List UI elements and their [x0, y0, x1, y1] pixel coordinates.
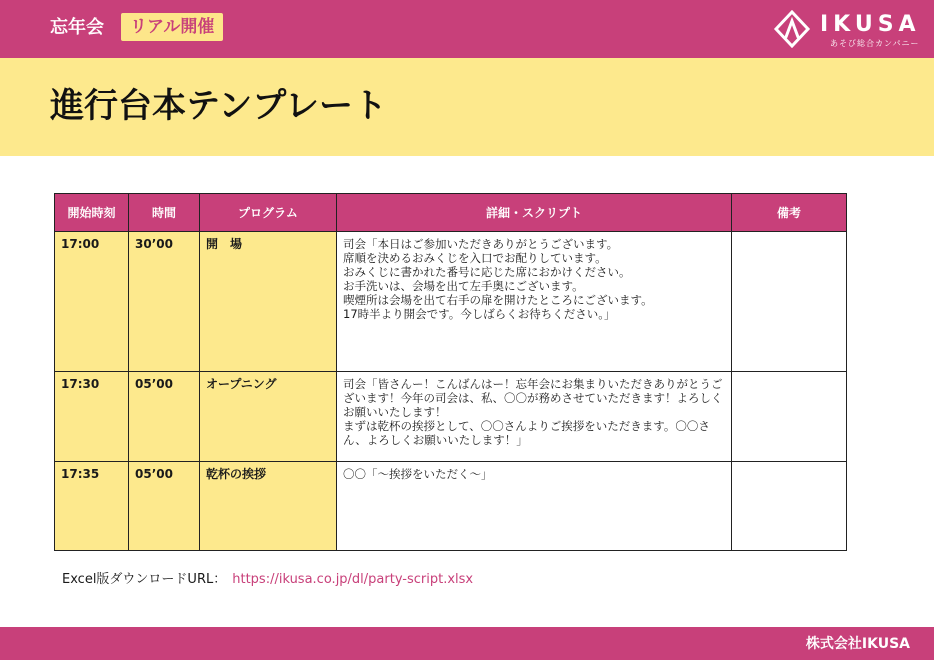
duration-cell: 05’00 [129, 462, 200, 551]
title-band [0, 58, 934, 156]
download-line [62, 571, 473, 589]
company-logo [772, 6, 922, 52]
logo-tagline: あそび総合カンパニー [830, 39, 920, 48]
column-header-script: 詳細・スクリプト [337, 194, 732, 232]
notes-cell [732, 462, 847, 551]
script-table [54, 193, 847, 551]
duration-cell: 05’00 [129, 372, 200, 462]
page-title: 進行台本テンプレート [50, 86, 387, 126]
event-type-badge: リアル開催 [121, 13, 223, 41]
column-header-start-time: 開始時刻 [55, 194, 129, 232]
start-time-cell: 17:00 [55, 232, 129, 372]
logo-mark-icon [772, 10, 812, 48]
program-cell: オープニング [200, 372, 337, 462]
table-row [55, 232, 847, 372]
footer-bar [0, 627, 934, 660]
duration-cell: 30’00 [129, 232, 200, 372]
column-header-program: プログラム [200, 194, 337, 232]
column-header-duration: 時間 [129, 194, 200, 232]
top-bar [0, 0, 934, 58]
download-link[interactable]: https://ikusa.co.jp/dl/party-script.xlsx [232, 572, 474, 587]
script-cell: 司会「皆さんー！こんばんはー！忘年会にお集まりいただきありがとうございます！今年の司会は、私、〇〇が務めさせていただきます！よろしくお願いいたします！ まずは乾杯の挨拶として、〇〇さんよりご挨拶をいただきます。〇〇さん、よろしくお願いいたします！」 [337, 372, 732, 462]
notes-cell [732, 372, 847, 462]
footer-company-name: 株式会社IKUSA [805, 636, 910, 652]
script-cell: 司会「本日はご参加いただきありがとうございます。 席順を決めるおみくじを入口でお配りしています。 おみくじに書かれた番号に応じた席におかけください。 お手洗いは、会場を出て左手奥にございます。 喫煙所は会場を出て右手の扉を開けたところにございます。 17時半より開会です。今しばらくお待ちください。」 [337, 232, 732, 372]
table-header-row [55, 194, 847, 232]
program-cell: 開 場 [200, 232, 337, 372]
start-time-cell: 17:35 [55, 462, 129, 551]
notes-cell [732, 232, 847, 372]
start-time-cell: 17:30 [55, 372, 129, 462]
table-row [55, 372, 847, 462]
table-row [55, 462, 847, 551]
logo-wordmark: IKUSA [820, 12, 921, 37]
script-cell: 〇〇「〜挨拶をいただく〜」 [337, 462, 732, 551]
column-header-notes: 備考 [732, 194, 847, 232]
download-label: Excel版ダウンロードURL： [62, 572, 227, 587]
event-name: 忘年会 [50, 17, 104, 38]
program-cell: 乾杯の挨拶 [200, 462, 337, 551]
